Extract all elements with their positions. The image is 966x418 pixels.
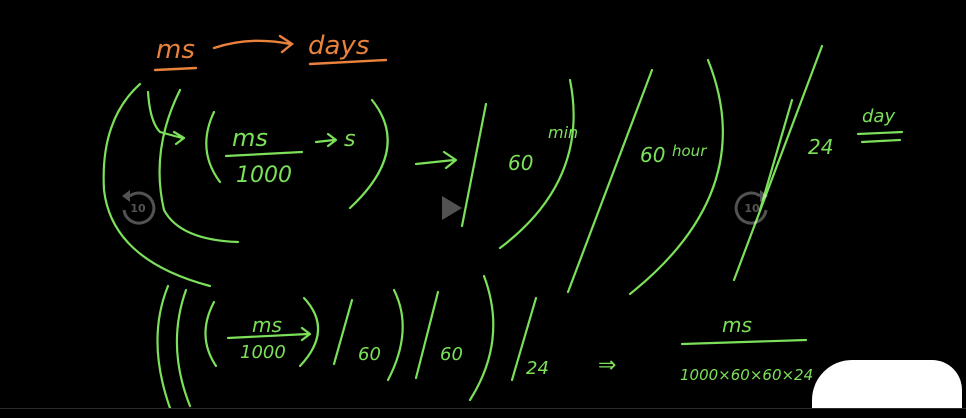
rewind-button[interactable] (118, 188, 158, 228)
forward-button[interactable] (732, 188, 772, 228)
step-ms: ms (232, 124, 268, 152)
mid-bracket (160, 90, 238, 242)
heading-arrow (214, 36, 292, 52)
final-ms: ms (722, 313, 752, 337)
play-button[interactable] (438, 194, 466, 222)
outer-bracket (104, 84, 210, 286)
play-icon (438, 194, 466, 222)
formula-24: 24 (526, 358, 549, 379)
bottom-edge (0, 408, 966, 418)
to-s-arrow (316, 134, 336, 146)
day-underline (858, 132, 902, 142)
formula-paren-1-close (470, 276, 493, 400)
formula-ms: ms (252, 313, 282, 337)
heading-ms: ms (156, 35, 195, 65)
formula-paren-2-close (388, 290, 403, 380)
hour-60: 60 (640, 143, 666, 167)
inner-paren-right (350, 100, 388, 208)
formula-60b: 60 (440, 344, 463, 365)
day-24: 24 (808, 135, 834, 159)
step-1000: 1000 (236, 163, 292, 188)
hour-unit: hour (672, 142, 707, 160)
hook-arrow (148, 92, 184, 144)
to-min-arrow (416, 152, 456, 168)
formula-slash-2 (416, 292, 438, 378)
min-60: 60 (508, 151, 534, 175)
inner-paren-left (206, 112, 220, 182)
formula-paren-3 (205, 302, 216, 366)
final-fraction-bar (682, 340, 806, 344)
formula-1000: 1000 (240, 342, 286, 363)
step-s: s (344, 127, 356, 152)
hour-paren (630, 60, 723, 294)
heading-ms-underline (155, 68, 196, 70)
final-denominator: 1000×60×60×24 (680, 366, 814, 384)
forward-seconds: 10 (744, 201, 760, 215)
heading-days: days (308, 31, 370, 61)
formula-60a: 60 (358, 344, 381, 365)
formula-slash-1 (334, 300, 352, 364)
day-unit: day (862, 106, 896, 127)
formula-paren-2 (177, 290, 190, 406)
step-fraction-bar (226, 152, 302, 156)
slash-hour (568, 70, 652, 292)
slash-day (734, 46, 822, 280)
formula-paren-1 (157, 286, 170, 408)
formula-implies: ⇒ (598, 353, 617, 378)
rewind-seconds: 10 (130, 201, 146, 215)
min-unit: min (548, 123, 579, 142)
